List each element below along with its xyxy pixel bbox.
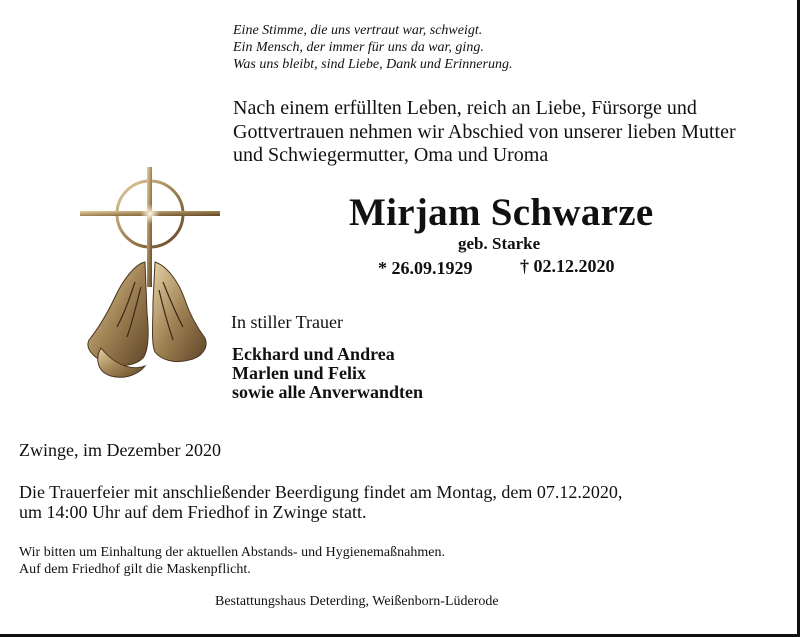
place-and-date: Zwinge, im Dezember 2020 bbox=[19, 440, 221, 460]
poem-line: Ein Mensch, der immer für uns da war, ging. bbox=[233, 40, 484, 55]
service-line: um 14:00 Uhr auf dem Friedhof in Zwinge statt. bbox=[19, 502, 367, 522]
notice-line: Auf dem Friedhof gilt die Maskenpflicht. bbox=[19, 562, 251, 577]
intro-line: und Schwiegermutter, Oma und Uroma bbox=[233, 144, 549, 166]
maiden-name: geb. Starke bbox=[458, 234, 541, 253]
cross-with-praying-hands-icon bbox=[75, 162, 225, 384]
service-line: Die Trauerfeier mit anschließender Beerdigung findet am Montag, dem 07.12.2020, bbox=[19, 482, 623, 502]
intro-text bbox=[233, 97, 773, 168]
poem-line: Eine Stimme, die uns vertraut war, schweigt. bbox=[233, 23, 483, 38]
mourner-line: Marlen und Felix bbox=[232, 363, 366, 383]
funeral-home: Bestattungshaus Deterding, Weißenborn-Lüderode bbox=[215, 594, 499, 609]
notice-line: Wir bitten um Einhaltung der aktuellen Abstands- und Hygienemaßnahmen. bbox=[19, 545, 445, 560]
memorial-poem bbox=[233, 22, 512, 73]
intro-line: Gottvertrauen nehmen wir Abschied von unserer lieben Mutter bbox=[233, 120, 736, 143]
poem-line: Was uns bleibt, sind Liebe, Dank und Erinnerung. bbox=[233, 57, 513, 72]
mourner-line: Eckhard und Andrea bbox=[232, 344, 395, 364]
birth-date: * 26.09.1929 bbox=[378, 258, 473, 278]
mourner-line: sowie alle Anverwandten bbox=[232, 382, 423, 402]
deceased-name: Mirjam Schwarze bbox=[349, 191, 654, 234]
mourning-heading: In stiller Trauer bbox=[231, 312, 343, 332]
hygiene-notice bbox=[19, 544, 445, 578]
death-date: † 02.12.2020 bbox=[520, 256, 615, 276]
mourner-names bbox=[232, 345, 423, 402]
intro-line: Nach einem erfüllten Leben, reich an Liebe, Fürsorge und bbox=[233, 97, 697, 119]
service-info bbox=[19, 482, 622, 522]
